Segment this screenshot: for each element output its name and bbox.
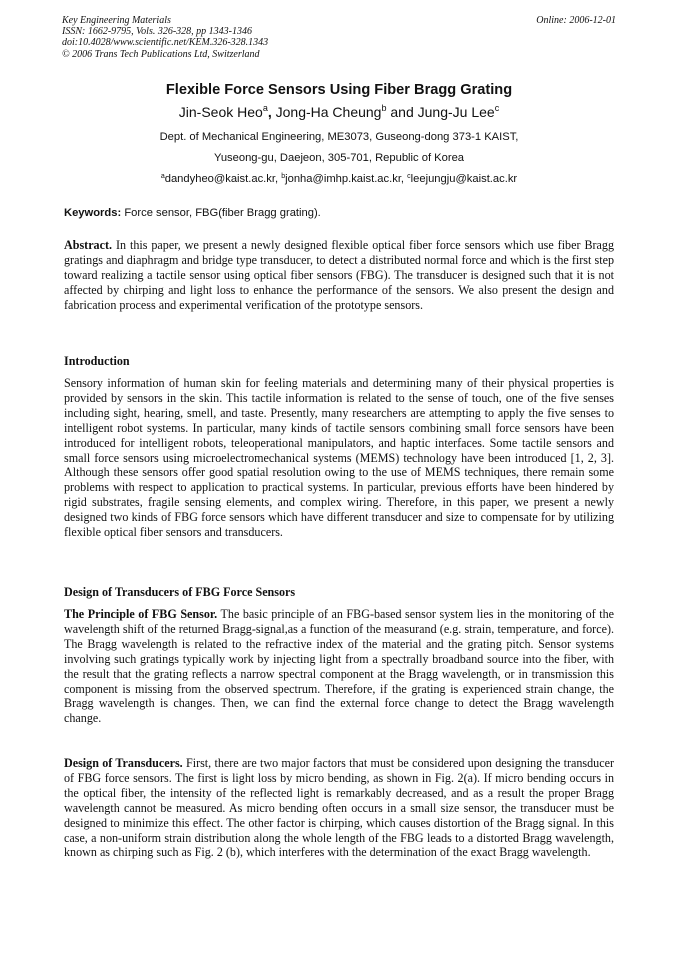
design-heading: Design of Transducers of FBG Force Sensors: [64, 585, 296, 599]
author-name: Jin-Seok Heo: [178, 104, 263, 120]
email-address: leejungju@kaist.ac.kr: [410, 173, 518, 185]
email-mark: b: [281, 173, 286, 180]
abstract: [64, 238, 614, 313]
introduction-heading: Introduction: [64, 354, 130, 368]
author-name: Jong-Ha Cheung: [275, 104, 382, 120]
affiliation-line-2: Yuseong-gu, Daejeon, 305-701, Republic of Korea: [213, 152, 465, 164]
online-date: Online: 2006-12-01: [536, 15, 616, 26]
email-list: [0, 173, 678, 185]
paper-title: Flexible Force Sensors Using Fiber Bragg Grating: [165, 82, 513, 98]
doi-line: doi:10.4028/www.scientific.net/KEM.326-328.1343: [62, 37, 269, 49]
email-mark: a: [160, 173, 165, 180]
principle-label: The Principle of FBG Sensor.: [64, 607, 218, 621]
author-name: Jung-Ju Lee: [417, 104, 495, 120]
author-affil-mark: a: [262, 103, 268, 113]
abstract-text: In this paper, we present a newly designed flexible optical fiber force sensors which use fiber Bragg gratings and diaphragm and bridge type transducer, to detect a distributed normal force and which is the first step toward realizing a tactile sensor using optical fiber sensors (FBG). The transducer is designed such that it is not affected by chirping and light loss to enhance the performance of the sensors. We also present the design and fabrication process and experimental verification of the prototype sensors.: [64, 238, 614, 312]
principle-paragraph: [64, 607, 614, 726]
keywords-text: Force sensor, FBG(fiber Bragg grating).: [124, 207, 321, 219]
keywords: [64, 207, 614, 219]
transducers-text: First, there are two major factors that must be considered upon designing the transducer of FBG force sensors. The first is light loss by micro bending, as shown in Fig. 2(a). If micro bending occurs in the optical fiber, the intensity of the reflected light is remarkably decreased, and as a result the proper Bragg wavelength cannot be measured. As micro bending often occurs in a small size sensor, the transducer must be designed to minimize this effect. The other factor is chirping, which causes distortion of the Bragg signal. In this case, a non-uniform strain distribution along the whole length of the FBG leads to a distorted Bragg wavelength, known as chirping such as Fig. 2 (b), which interferes with the determination of the exact Bragg wavelength.: [64, 756, 614, 860]
keywords-label: Keywords:: [64, 207, 122, 219]
author-affil-mark: c: [494, 103, 500, 113]
author-conjunction: and: [390, 104, 414, 120]
copyright-line: © 2006 Trans Tech Publications Ltd, Switzerland: [62, 48, 260, 60]
journal-name: Key Engineering Materials: [62, 15, 171, 26]
author-affil-mark: b: [381, 103, 387, 113]
introduction-text: Sensory information of human skin for feeling materials and determining many of their physical properties is provided by sensors in the skin. This tactile information is related to the sense of touch, one of the five senses including sight, hearing, smell, and taste. Presently, many researchers are attempting to apply the five senses to intelligent robot systems. In particular, many kinds of tactile sensors combining small force sensors have been introduced for intelligent robots, teleoperational manipulators, and haptic interfaces. Some tactile sensors and small force sensors using microelectromechanical systems (MEMS) technology have been introduced [1, 2, 3]. Although these sensors offer good spatial resolution owing to the use of MEMS techniques, there remain some problems with respect to application to practical systems. In particular, previous efforts have been hindered by rigid substrates, fragile sensing elements, and complex wiring. Therefore, in this paper, we present a newly designed two kinds of FBG force sensors which have different transducer and size to compensate for by utilizing flexible optical fiber sensors and transducers.: [64, 376, 614, 540]
author-list: Jin-Seok Heo$^a$, Jong-Ha Cheung$^b$ and Jung-Ju Lee$^c$: [178, 103, 500, 120]
affiliation-line-1: Dept. of Mechanical Engineering, ME3073, Guseong-dong 373-1 KAIST,: [159, 131, 519, 143]
abstract-label: Abstract.: [64, 238, 113, 252]
email-address: dandyheo@kaist.ac.kr,: [164, 173, 279, 185]
transducers-paragraph: [64, 756, 614, 860]
principle-text: The basic principle of an FBG-based sensor system lies in the monitoring of the wavelength shift of the returned Bragg-signal,as a function of the measurand (e.g. strain, temperature, and force). The Bragg wavelength is related to the refractive index of the material and the grating pitch. Sensor systems involving such gratings typically work by injecting light from a spectrally broadband source into the fiber, with the result that the grating reflects a narrow spectral component at the Bragg wavelength, or in transmission this component is missing from the observed spectrum. Therefore, if the grating is experienced strain change, the Bragg wavelength is changes. Then, we can find the external force change to detect the Bragg wavelength change.: [64, 607, 614, 726]
email-mark: c: [407, 173, 411, 180]
email-address: jonha@imhp.kaist.ac.kr,: [285, 173, 405, 185]
journal-header: [62, 15, 422, 60]
issn-line: ISSN: 1662-9795, Vols. 326-328, pp 1343-1346: [62, 26, 252, 38]
transducers-label: Design of Transducers.: [64, 756, 183, 770]
